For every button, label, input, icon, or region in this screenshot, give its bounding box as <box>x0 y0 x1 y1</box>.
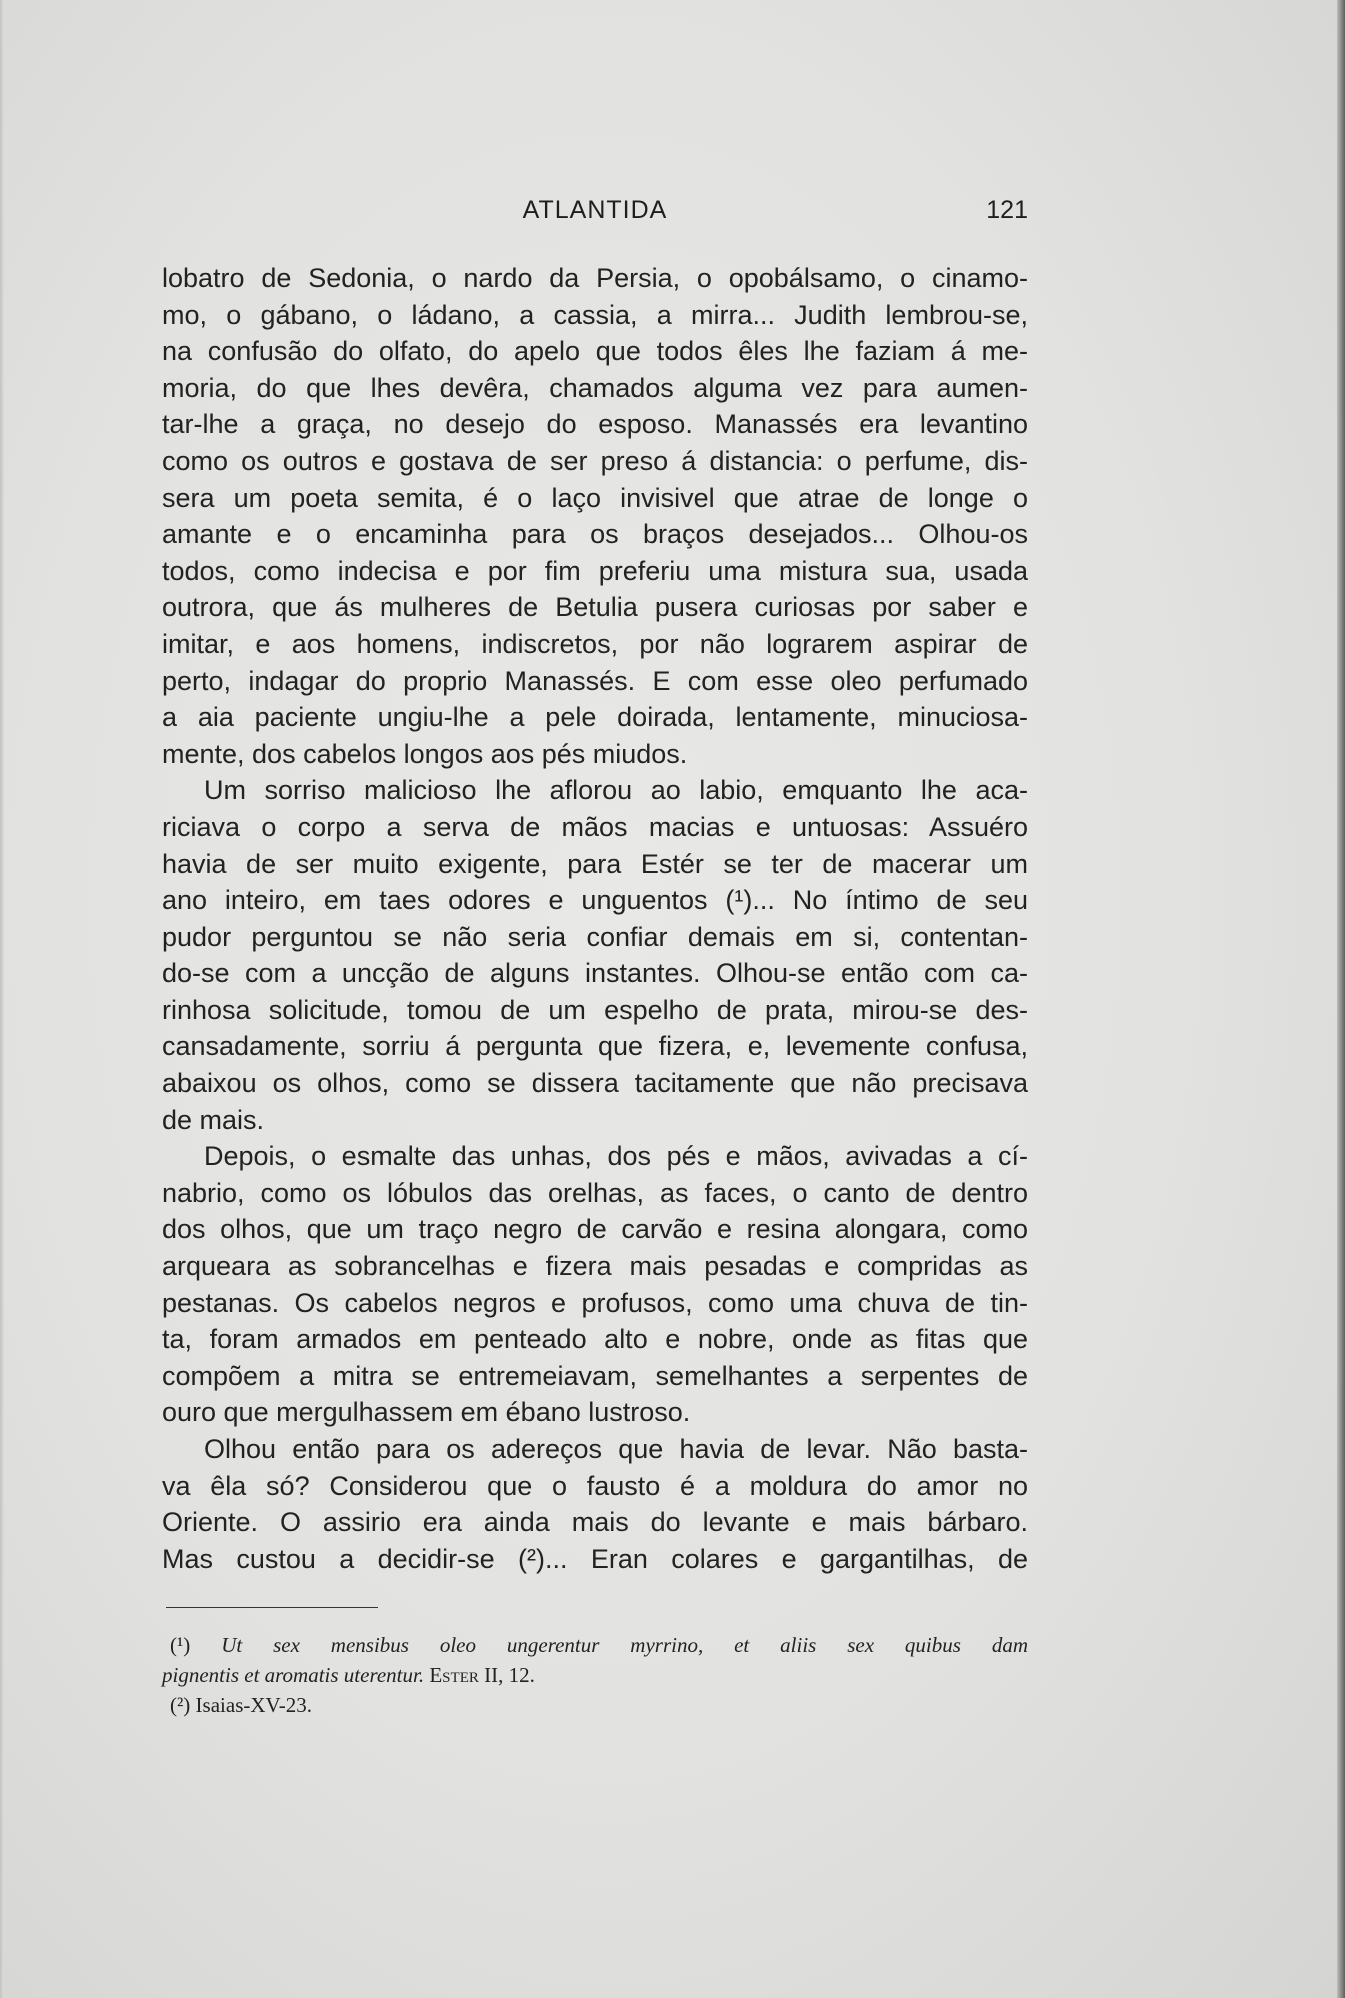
footnote-1-line-1 <box>162 1630 1028 1660</box>
paragraph <box>162 1431 1028 1577</box>
page-number: 121 <box>986 196 1028 224</box>
paragraph <box>162 772 1028 1138</box>
text-line: nabrio, como os lóbulos das orelhas, as faces, o canto de dentro <box>162 1177 1028 1208</box>
footnote-2-line <box>162 1690 1028 1720</box>
text-line: Mas custou a decidir-se (²)... Eran colares e gargantilhas, de <box>162 1543 1028 1574</box>
text-line: do-se com a uncção de alguns instantes. Olhou-se então com ca- <box>162 958 1028 989</box>
text-line: pestanas. Os cabelos negros e profusos, como uma chuva de tin- <box>162 1287 1028 1318</box>
text-line: compõem a mitra se entremeiavam, semelhantes a serpentes de <box>162 1360 1028 1391</box>
paragraph <box>162 260 1028 772</box>
text-line: ouro que mergulhassem em ébano lustroso. <box>162 1397 691 1428</box>
footnote-1-book-reference: Ester <box>429 1663 479 1687</box>
text-line: cansadamente, sorriu á pergunta que fizera, e, levemente confusa, <box>162 1031 1028 1062</box>
text-line: Depois, o esmalte das unhas, dos pés e mãos, avivadas a cí- <box>204 1141 1028 1172</box>
text-line: va êla só? Considerou que o fausto é a moldura do amor no <box>162 1470 1028 1501</box>
text-line: ano inteiro, em taes odores e unguentos (¹)... No íntimo de seu <box>162 885 1028 916</box>
text-line: mo, o gábano, o ládano, a cassia, a mirra... Judith lembrou-se, <box>162 299 1028 330</box>
text-line: abaixou os olhos, como se dissera tacitamente que não precisava <box>162 1068 1028 1099</box>
footnote-1-latin-text: Ut sex mensibus oleo ungerentur myrrino, et aliis sex quibus dam <box>221 1633 1028 1657</box>
text-line: a aia paciente ungiu-lhe a pele doirada, lentamente, minuciosa- <box>162 702 1028 733</box>
page-left-edge <box>0 0 4 1998</box>
text-line: de mais. <box>162 1104 265 1135</box>
page-header <box>162 196 1028 236</box>
footnote-divider <box>166 1607 378 1608</box>
text-line: perto, indagar do proprio Manassés. E com esse oleo perfumado <box>162 665 1028 696</box>
text-line: riciava o corpo a serva de mãos macias e untuosas: Assuéro <box>162 811 1028 842</box>
text-line: lobatro de Sedonia, o nardo da Persia, o opobálsamo, o cinamo- <box>162 263 1028 293</box>
text-line: Olhou então para os adereços que havia de levar. Não basta- <box>204 1434 1028 1464</box>
text-line: na confusão do olfato, do apelo que todos êles lhe faziam á me- <box>162 336 1028 367</box>
footnote-1-line-2 <box>162 1660 1028 1690</box>
text-line: mente, dos cabelos longos aos pés miudos. <box>162 738 688 769</box>
paragraph <box>162 1138 1028 1431</box>
footnote-1-mark: (¹) <box>170 1633 191 1657</box>
text-line: outrora, que ás mulheres de Betulia pusera curiosas por saber e <box>162 592 1028 623</box>
footnotes <box>162 1630 1028 1720</box>
text-line: pudor perguntou se não seria confiar demais em si, contentan- <box>162 921 1028 952</box>
text-line: moria, do que lhes devêra, chamados alguma vez para aumen- <box>162 372 1028 403</box>
text-line: como os outros e gostava de ser preso á distancia: o perfume, dis- <box>162 445 1028 476</box>
footnote-2-mark: (²) <box>170 1693 191 1717</box>
text-line: tar-lhe a graça, no desejo do esposo. Manassés era levantino <box>162 409 1028 440</box>
body-text <box>162 260 1028 1577</box>
text-line: arqueara as sobrancelhas e fizera mais pesadas e compridas as <box>162 1251 1028 1282</box>
page-right-edge-shadow <box>1337 0 1345 1998</box>
text-line: Um sorriso malicioso lhe aflorou ao labio, emquanto lhe aca- <box>204 775 1028 806</box>
footnote-2-text: Isaias-XV-23. <box>195 1693 313 1717</box>
text-line: imitar, e aos homens, indiscretos, por não lograrem aspirar de <box>162 628 1028 659</box>
running-title: ATLANTIDA <box>522 196 668 224</box>
text-line: Oriente. O assirio era ainda mais do levante e mais bárbaro. <box>162 1507 1028 1538</box>
text-line: amante e o encaminha para os braços desejados... Olhou-os <box>162 519 1028 550</box>
text-line: rinhosa solicitude, tomou de um espelho de prata, mirou-se des- <box>162 994 1028 1025</box>
text-line: ta, foram armados em penteado alto e nobre, onde as fitas que <box>162 1324 1028 1355</box>
text-line: sera um poeta semita, é o laço invisivel que atrae de longe o <box>162 482 1028 513</box>
text-line: havia de ser muito exigente, para Estér se ter de macerar um <box>162 848 1028 879</box>
footnote-1-verse-reference: II, 12. <box>478 1663 535 1687</box>
footnote-1-latin-continuation: pignentis et aromatis uterentur. <box>162 1663 425 1687</box>
text-line: todos, como indecisa e por fim preferiu uma mistura sua, usada <box>162 555 1028 586</box>
text-line: dos olhos, que um traço negro de carvão e resina alongara, como <box>162 1214 1028 1245</box>
